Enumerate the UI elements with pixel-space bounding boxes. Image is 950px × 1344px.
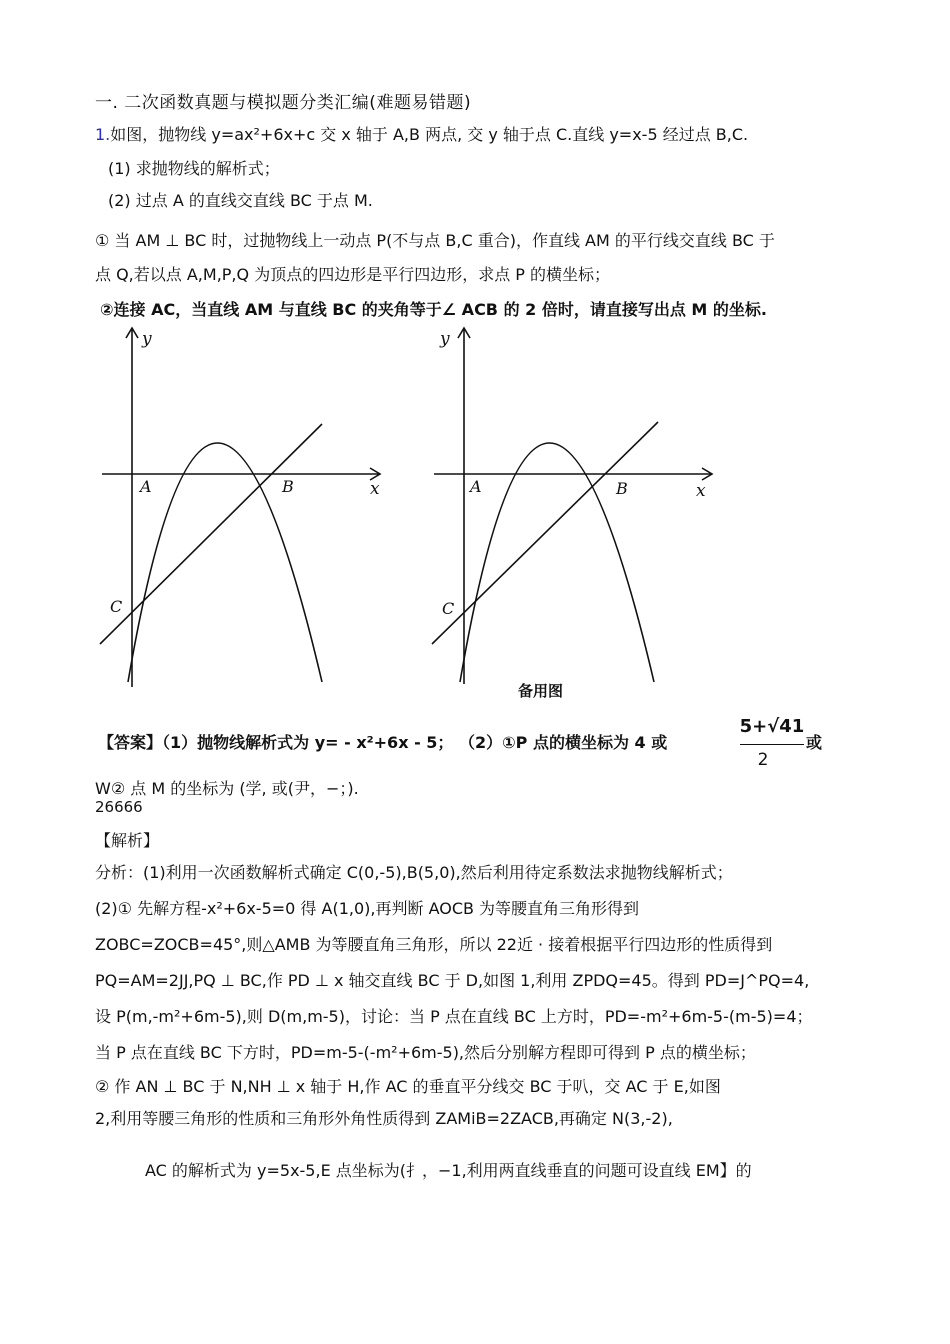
answer-line-2: W② 点 M 的坐标为 (学, 或(尹，−；). xyxy=(95,779,359,798)
line-bc xyxy=(432,422,658,644)
figure-caption: 备用图 xyxy=(518,682,564,700)
analysis-line-3: ZOBC=ZOCB=45°,则△AMB 为等腰直角三角形，所以 22近 · 接着根据平行四边形的性质得到 xyxy=(95,935,773,954)
analysis-line-8: 2,利用等腰三角形的性质和三角形外角性质得到 ZAMiB=2ZACB,再确定 N(3,-2), xyxy=(95,1109,673,1128)
parabola-figure-main xyxy=(98,322,398,692)
x-axis-label: x xyxy=(696,481,706,501)
y-axis-label: y xyxy=(142,329,152,349)
point-b-label: B xyxy=(282,477,294,496)
fraction-denominator: 2 xyxy=(757,750,769,770)
fraction-bar xyxy=(740,744,804,745)
question-sub-2: ②连接 AC，当直线 AM 与直线 BC 的夹角等于∠ ACB 的 2 倍时，请直接写出点 M 的坐标. xyxy=(100,300,767,319)
question-stem: 如图，抛物线 y=ax²+6x+c 交 x 轴于 A,B 两点, 交 y 轴于点 C.直线 y=x-5 经过点 B,C. xyxy=(110,125,749,144)
question-part-1: (1) 求抛物线的解析式； xyxy=(108,159,280,178)
point-a-label: A xyxy=(470,477,482,496)
y-axis-label: y xyxy=(440,329,450,349)
analysis-line-5: 设 P(m,-m²+6m-5),则 D(m,m-5)，讨论：当 P 点在直线 BC 上方时，PD=-m²+6m-5-(m-5)=4； xyxy=(95,1007,813,1026)
analysis-line-1: 分析：(1)利用一次函数解析式确定 C(0,-5),B(5,0),然后利用待定系数法求抛物线解析式； xyxy=(95,863,733,882)
question-number: 1. xyxy=(95,125,111,144)
point-c-label: C xyxy=(442,599,455,618)
point-c-label: C xyxy=(110,597,123,616)
question-sub-1-line-1: ① 当 AM ⊥ BC 时，过抛物线上一动点 P(不与点 B,C 重合)，作直线 AM 的平行线交直线 BC 于 xyxy=(95,231,775,250)
fraction-numerator: 5+√41 xyxy=(739,716,805,737)
analysis-line-7: ② 作 AN ⊥ BC 于 N,NH ⊥ x 轴于 H,作 AC 的垂直平分线交 BC 于叭，交 AC 于 E,如图 xyxy=(95,1077,721,1096)
analysis-line-6: 当 P 点在直线 BC 下方时，PD=m-5-(-m²+6m-5),然后分别解方程即可得到 P 点的横坐标； xyxy=(95,1043,756,1062)
line-bc xyxy=(100,424,322,644)
point-b-label: B xyxy=(616,479,628,498)
answer-line-1: 【答案】（1）抛物线解析式为 y= - x²+6x - 5； （2）①P 点的横坐标为 4 或 xyxy=(98,733,668,752)
analysis-heading: 【解析】 xyxy=(95,831,160,850)
analysis-line-2: (2)① 先解方程-x²+6x-5=0 得 A(1,0),再判断 AOCB 为等腰直角三角形得到 xyxy=(95,899,640,918)
question-sub-1-line-2: 点 Q,若以点 A,M,P,Q 为顶点的四边形是平行四边形，求点 P 的横坐标； xyxy=(95,265,611,284)
answer-line-1-suffix: 或 xyxy=(806,733,823,752)
answer-fraction xyxy=(738,716,806,776)
question-stem-line xyxy=(95,124,748,146)
section-title: 一. 二次函数真题与模拟题分类汇编(难题易错题) xyxy=(95,93,472,113)
answer-line-3: 26666 xyxy=(95,798,143,816)
parabola-figure-backup xyxy=(430,322,730,692)
question-part-2: (2) 过点 A 的直线交直线 BC 于点 M. xyxy=(108,191,373,210)
analysis-line-4: PQ=AM=2JJ,PQ ⊥ BC,作 PD ⊥ x 轴交直线 BC 于 D,如图 1,利用 ZPDQ=45。得到 PD=J^PQ=4, xyxy=(95,971,810,990)
analysis-line-9: AC 的解析式为 y=5x-5,E 点坐标为(扌，−1,利用两直线垂直的问题可设直线 EM】的 xyxy=(145,1161,752,1180)
x-axis-label: x xyxy=(370,479,380,499)
point-a-label: A xyxy=(140,477,152,496)
